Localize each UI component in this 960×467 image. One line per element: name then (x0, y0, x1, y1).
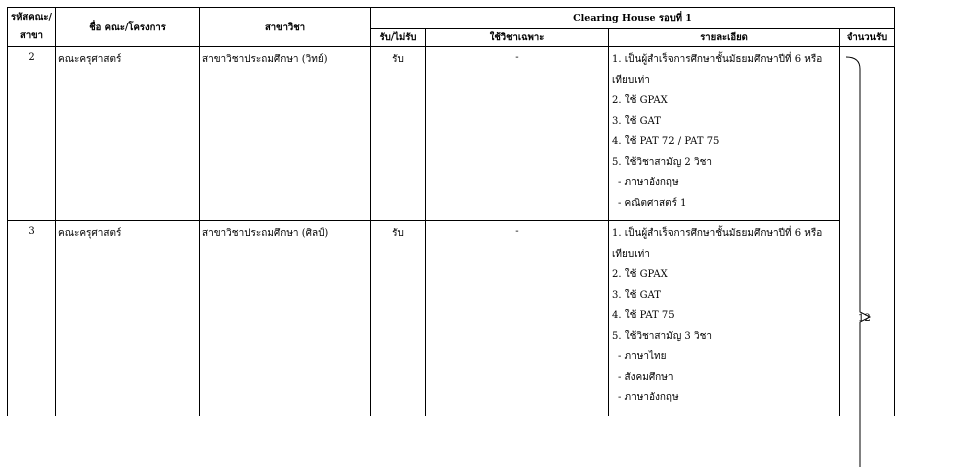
detail-line: 4. ใช้ PAT 75 (612, 310, 675, 321)
header-accept: รับ/ไม่รับ (371, 29, 426, 47)
detail-line: - สังคมศึกษา (618, 371, 674, 383)
count-cell (840, 47, 895, 417)
row-accept: รับ (371, 221, 426, 417)
detail-line: - ภาษาอังกฤษ (618, 177, 679, 188)
header-code: รหัสคณะ/ สาขา (8, 8, 56, 47)
table-row (8, 221, 895, 417)
detail-line: 2. ใช้ GPAX (612, 95, 668, 106)
header-count: จำนวนรับ (840, 29, 895, 47)
brace-icon (840, 47, 960, 467)
header-major: สาขาวิชา (200, 8, 371, 47)
header-faculty: ชื่อ คณะ/โครงการ (56, 8, 200, 47)
detail-line: เทียบเท่า (612, 74, 650, 86)
row-faculty: คณะครุศาสตร์ (56, 47, 200, 221)
detail-line: 5. ใช้วิชาสามัญ 3 วิชา (612, 330, 712, 342)
row-code: 2 (8, 47, 56, 221)
table-row (8, 47, 895, 221)
detail-line: 1. เป็นผู้สำเร็จการศึกษาชั้นมัธยมศึกษาปีที่ 6 หรือ (612, 54, 823, 65)
detail-line: - ภาษาไทย (618, 351, 667, 362)
detail-line: เทียบเท่า (612, 248, 650, 260)
combined-count: 12 (858, 313, 871, 324)
detail-line: 5. ใช้วิชาสามัญ 2 วิชา (612, 156, 712, 168)
row-accept: รับ (371, 47, 426, 221)
detail-line: - ภาษาอังกฤษ (618, 392, 679, 403)
header-specific: ใช้วิชาเฉพาะ (426, 29, 609, 47)
detail-line: 3. ใช้ GAT (612, 289, 661, 301)
header-details: รายละเอียด (609, 29, 840, 47)
row-specific: - (426, 47, 609, 221)
row-details (609, 47, 840, 221)
detail-line: 2. ใช้ GPAX (612, 269, 668, 280)
detail-line: 4. ใช้ PAT 72 / PAT 75 (612, 136, 720, 147)
row-details (609, 221, 840, 417)
row-major: สาขาวิชาประถมศึกษา (วิทย์) (200, 47, 371, 221)
admission-table (7, 7, 895, 416)
row-faculty: คณะครุศาสตร์ (56, 221, 200, 417)
detail-line: - คณิตศาสตร์ 1 (618, 197, 687, 209)
header-clearing-house: Clearing House รอบที่ 1 (371, 8, 895, 29)
row-code: 3 (8, 221, 56, 417)
detail-line: 3. ใช้ GAT (612, 115, 661, 127)
row-major: สาขาวิชาประถมศึกษา (ศิลป์) (200, 221, 371, 417)
detail-line: 1. เป็นผู้สำเร็จการศึกษาชั้นมัธยมศึกษาปีที่ 6 หรือ (612, 228, 823, 239)
row-specific: - (426, 221, 609, 417)
